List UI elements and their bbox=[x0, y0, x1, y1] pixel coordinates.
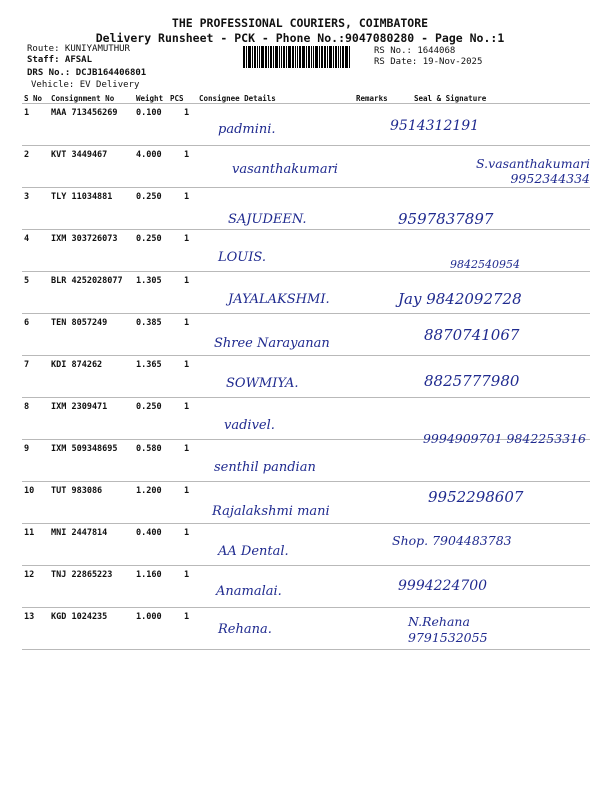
row-sno: 5 bbox=[24, 276, 30, 286]
row-consignment: MNI 2447814 bbox=[51, 528, 108, 538]
row-signature: 9842540954 bbox=[450, 258, 520, 271]
row-sno: 1 bbox=[24, 108, 30, 118]
row-weight: 0.100 bbox=[136, 108, 162, 118]
table-row bbox=[0, 566, 600, 607]
row-weight: 1.000 bbox=[136, 612, 162, 622]
row-consignee: LOUIS. bbox=[218, 250, 266, 265]
route-label: Route: KUNIYAMUTHUR bbox=[27, 44, 130, 54]
row-consignment: IXM 509348695 bbox=[51, 444, 118, 454]
row-pcs: 1 bbox=[184, 402, 190, 412]
table-row bbox=[0, 188, 600, 229]
row-sno: 11 bbox=[24, 528, 35, 538]
rs-number: RS No.: 1644068 bbox=[374, 46, 456, 56]
row-weight: 1.305 bbox=[136, 276, 162, 286]
row-consignee: Rehana. bbox=[218, 622, 272, 637]
row-sno: 13 bbox=[24, 612, 35, 622]
row-divider bbox=[22, 649, 590, 650]
row-weight: 0.400 bbox=[136, 528, 162, 538]
col-consignment: Consignment No bbox=[51, 94, 115, 103]
row-pcs: 1 bbox=[184, 570, 190, 580]
row-weight: 0.250 bbox=[136, 234, 162, 244]
table-row bbox=[0, 356, 600, 397]
row-sno: 3 bbox=[24, 192, 30, 202]
row-consignment: KGD 1024235 bbox=[51, 612, 108, 622]
col-sno: S No bbox=[24, 94, 43, 103]
row-consignee: vadivel. bbox=[224, 418, 275, 433]
row-signature: Shop. 7904483783 bbox=[392, 533, 512, 548]
table-row bbox=[0, 230, 600, 271]
table-row bbox=[0, 524, 600, 565]
row-signature: Jay 9842092728 bbox=[398, 290, 522, 308]
col-remarks: Remarks bbox=[356, 94, 388, 103]
row-pcs: 1 bbox=[184, 150, 190, 160]
row-signature: 9514312191 bbox=[390, 118, 480, 134]
row-weight: 4.000 bbox=[136, 150, 162, 160]
row-pcs: 1 bbox=[184, 276, 190, 286]
row-weight: 0.580 bbox=[136, 444, 162, 454]
row-pcs: 1 bbox=[184, 192, 190, 202]
row-sno: 4 bbox=[24, 234, 30, 244]
row-consignment: IXM 303726073 bbox=[51, 234, 118, 244]
drs-number: DRS No.: DCJB164406801 bbox=[27, 68, 147, 78]
table-row bbox=[0, 314, 600, 355]
row-signature: 9597837897 bbox=[398, 210, 494, 228]
row-consignment: IXM 2309471 bbox=[51, 402, 108, 412]
row-consignee: Anamalai. bbox=[216, 584, 282, 599]
table-row bbox=[0, 482, 600, 523]
row-consignee: JAYALAKSHMI. bbox=[228, 292, 330, 307]
row-consignment: BLR 4252028077 bbox=[51, 276, 123, 286]
row-weight: 0.250 bbox=[136, 192, 162, 202]
col-consignee: Consignee Details bbox=[199, 94, 276, 103]
row-signature: N.Rehana 9791532055 bbox=[408, 614, 488, 645]
row-signature: 9994224700 bbox=[398, 578, 488, 594]
row-weight: 1.160 bbox=[136, 570, 162, 580]
row-sno: 8 bbox=[24, 402, 30, 412]
row-consignee: SOWMIYA. bbox=[226, 376, 299, 391]
row-pcs: 1 bbox=[184, 318, 190, 328]
col-weight: Weight bbox=[136, 94, 164, 103]
row-consignee: SAJUDEEN. bbox=[228, 212, 307, 227]
row-pcs: 1 bbox=[184, 234, 190, 244]
row-weight: 1.365 bbox=[136, 360, 162, 370]
row-pcs: 1 bbox=[184, 444, 190, 454]
row-consignment: TLY 11034881 bbox=[51, 192, 113, 202]
row-sno: 9 bbox=[24, 444, 30, 454]
row-consignee: padmini. bbox=[218, 122, 276, 137]
barcode bbox=[243, 46, 367, 68]
row-sno: 12 bbox=[24, 570, 35, 580]
row-consignee: Rajalakshmi mani bbox=[212, 504, 330, 519]
staff-label: Staff: AFSAL bbox=[27, 55, 93, 65]
row-consignment: TEN 8057249 bbox=[51, 318, 108, 328]
company-title: THE PROFESSIONAL COURIERS, COIMBATORE bbox=[171, 16, 429, 30]
row-consignee: vasanthakumari bbox=[232, 162, 338, 177]
row-consignee: Shree Narayanan bbox=[214, 336, 330, 351]
row-sno: 6 bbox=[24, 318, 30, 328]
runsheet-subtitle: Delivery Runsheet - PCK - Phone No.:9047080280 - Page No.:1 bbox=[95, 31, 505, 45]
row-pcs: 1 bbox=[184, 108, 190, 118]
col-pcs: PCS bbox=[170, 94, 184, 103]
row-pcs: 1 bbox=[184, 528, 190, 538]
row-sno: 10 bbox=[24, 486, 35, 496]
table-row bbox=[0, 272, 600, 313]
row-consignee: senthil pandian bbox=[214, 460, 316, 475]
row-consignee: AA Dental. bbox=[218, 544, 289, 559]
row-pcs: 1 bbox=[184, 360, 190, 370]
row-consignment: KDI 874262 bbox=[51, 360, 103, 370]
table-row bbox=[0, 608, 600, 649]
row-sno: 7 bbox=[24, 360, 30, 370]
vehicle-label: Vehicle: EV Delivery bbox=[31, 80, 140, 90]
row-signature: 9994909701 9842253316 bbox=[422, 431, 586, 446]
row-consignment: TNJ 22865223 bbox=[51, 570, 113, 580]
col-seal-signature: Seal & Signature bbox=[414, 94, 487, 103]
row-signature: 8870741067 bbox=[424, 326, 520, 344]
row-consignment: KVT 3449467 bbox=[51, 150, 108, 160]
row-weight: 0.250 bbox=[136, 402, 162, 412]
row-pcs: 1 bbox=[184, 486, 190, 496]
row-weight: 1.200 bbox=[136, 486, 162, 496]
table-row bbox=[0, 146, 600, 187]
table-row bbox=[0, 104, 600, 145]
row-signature: 8825777980 bbox=[424, 372, 520, 390]
table-row bbox=[0, 431, 600, 481]
row-weight: 0.385 bbox=[136, 318, 162, 328]
row-pcs: 1 bbox=[184, 612, 190, 622]
row-signature: 9952298607 bbox=[428, 488, 524, 506]
row-consignment: MAA 713456269 bbox=[51, 108, 118, 118]
row-signature: S.vasanthakumari 9952344334 bbox=[476, 156, 590, 186]
rs-date: RS Date: 19-Nov-2025 bbox=[374, 57, 483, 67]
row-sno: 2 bbox=[24, 150, 30, 160]
row-consignment: TUT 983086 bbox=[51, 486, 103, 496]
